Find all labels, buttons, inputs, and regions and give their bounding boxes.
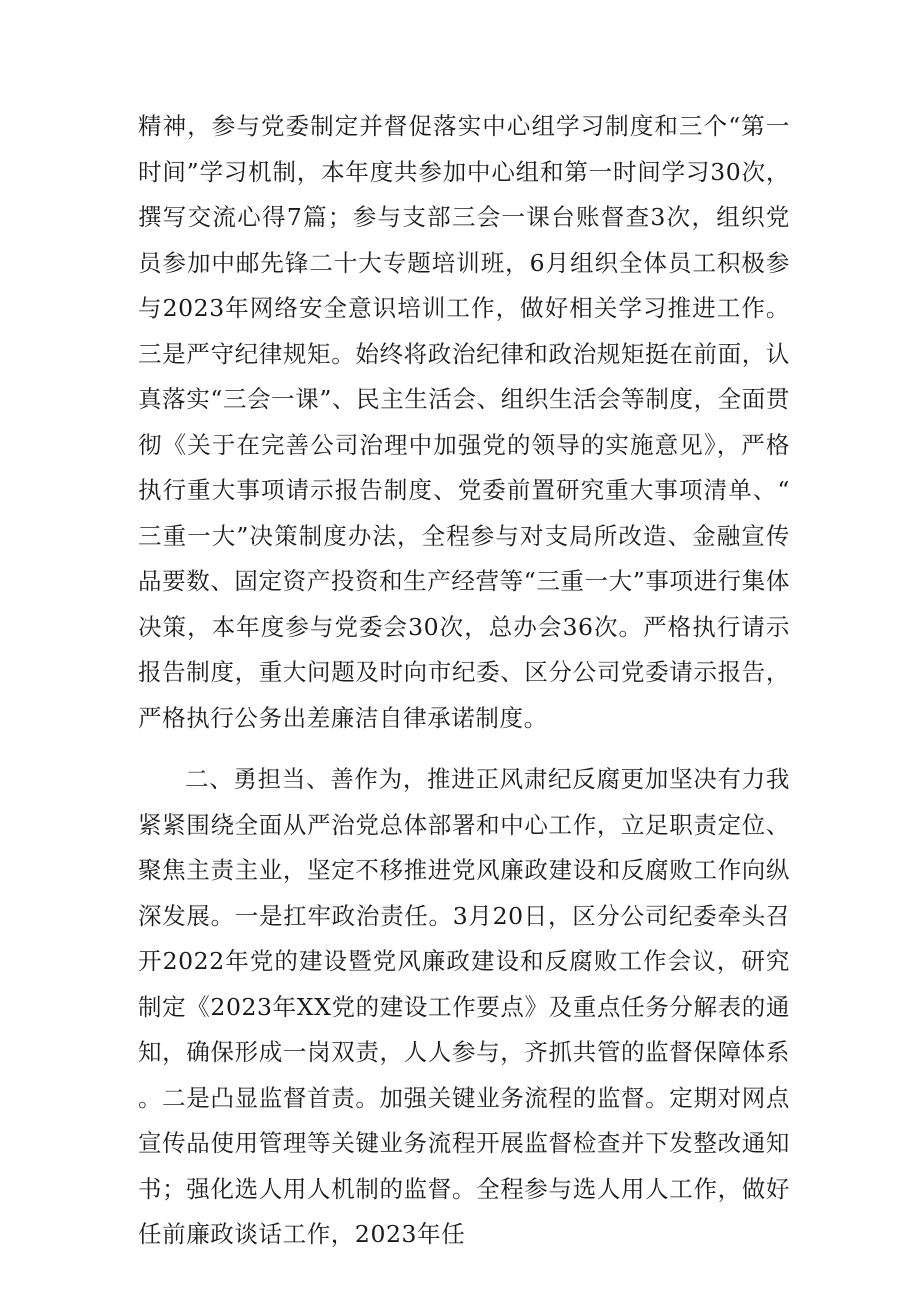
paragraph-section-two: 二、勇担当、善作为，推进正风肃纪反腐更加坚决有力我紧紧围绕全面从严治党总体部署和中心工作，立足职责定位、聚焦主责主业，坚定不移推进党风廉政建设和反腐败工作向纵深发展。一是扛牢政治责任。3月20日，区分公司纪委牵头召开2022年党的建设暨党风廉政建设和反腐败工作会议，研究制定《2023年XX党的建设工作要点》及重点任务分解表的通知，确保形成一岗双责，人人参与，齐抓共管的监督保障体系。二是凸显监督首责。加强关键业务流程的监督。定期对网点宣传品使用管理等关键业务流程开展监督检查并下发整改通知书；强化选人用人机制的监督。全程参与选人用人工作，做好任前廉政谈话工作，2023年任	[138, 765, 790, 1248]
document-body	[138, 104, 790, 1258]
paragraph-continuation: 精神，参与党委制定并督促落实中心组学习制度和三个“第一时间”学习机制，本年度共参加中心组和第一时间学习30次，撰写交流心得7篇；参与支部三会一课台账督查3次，组织党员参加中邮先锋二十大专题培训班，6月组织全体员工积极参与2023年网络安全意识培训工作，做好相关学习推进工作。三是严守纪律规矩。始终将政治纪律和政治规矩挺在前面，认真落实“三会一课”、民主生活会、组织生活会等制度，全面贯彻《关于在完善公司治理中加强党的领导的实施意见》，严格执行重大事项请示报告制度、党委前置研究重大事项清单、“三重一大”决策制度办法，全程参与对支局所改造、金融宣传品要数、固定资产投资和生产经营等“三重一大”事项进行集体决策，本年度参与党委会30次，总办会36次。严格执行请示报告制度，重大问题及时向市纪委、区分公司党委请示报告，严格执行公务出差廉洁自律承诺制度。	[138, 112, 790, 732]
